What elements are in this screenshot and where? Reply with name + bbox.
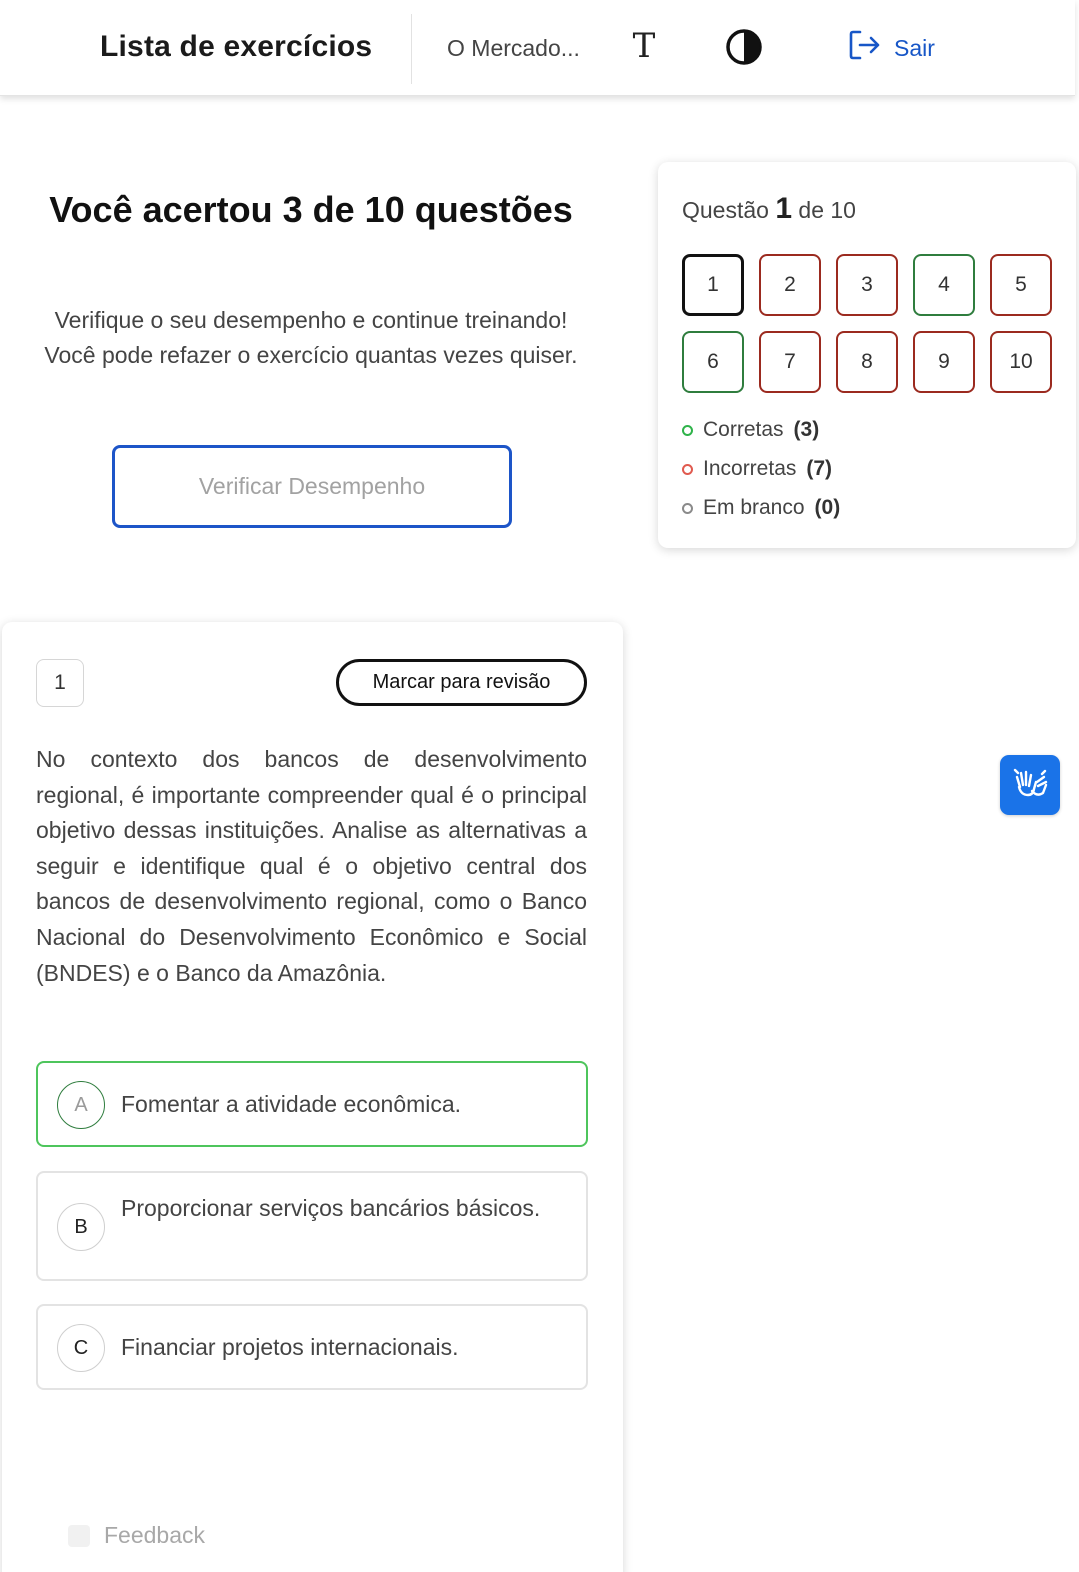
sign-language-icon[interactable] xyxy=(1000,755,1060,815)
incorrect-dot-icon xyxy=(682,464,693,475)
top-header xyxy=(0,0,1075,96)
option-c[interactable] xyxy=(36,1304,588,1390)
text-size-icon[interactable]: T xyxy=(632,26,656,66)
question-text: No contexto dos bancos de desenvolvimento regional, é importante compreender qual é o principal objetivo dessas instituições. Analise as alternativas a seguir e identifique qual é o objetivo central dos bancos de desenvolvimento regional, como o Banco Nacional do Desenvolvimento Econômico e Social (BNDES) e o Banco da Amazônia. xyxy=(36,746,587,986)
question-box-7[interactable]: 7 xyxy=(759,331,821,393)
question-box-2[interactable]: 2 xyxy=(759,254,821,316)
navigator-label-suffix: de 10 xyxy=(798,197,856,223)
verify-performance-button[interactable]: Verificar Desempenho xyxy=(112,445,512,528)
question-box-4[interactable]: 4 xyxy=(913,254,975,316)
legend-incorrect xyxy=(682,457,832,481)
question-box-5[interactable]: 5 xyxy=(990,254,1052,316)
question-box-1[interactable]: 1 xyxy=(682,254,744,316)
question-card xyxy=(2,622,623,1572)
question-box-9[interactable]: 9 xyxy=(913,331,975,393)
legend-blank-count: (0) xyxy=(814,496,841,519)
option-letter: C xyxy=(57,1324,105,1372)
mark-for-review-button[interactable]: Marcar para revisão xyxy=(336,659,587,706)
feedback-button[interactable] xyxy=(68,1522,205,1549)
feedback-icon xyxy=(68,1525,90,1547)
legend-correct xyxy=(682,418,819,442)
legend-blank xyxy=(682,496,840,520)
legend-correct-count: (3) xyxy=(793,418,820,441)
question-box-8[interactable]: 8 xyxy=(836,331,898,393)
legend-incorrect-count: (7) xyxy=(806,457,833,480)
result-subtitle: Verifique o seu desempenho e continue treinando! Você pode refazer o exercício quantas vezes quiser. xyxy=(44,307,578,368)
question-box-3[interactable]: 3 xyxy=(836,254,898,316)
question-number: 1 xyxy=(36,659,84,707)
question-box-6[interactable]: 6 xyxy=(682,331,744,393)
navigator-label-prefix: Questão xyxy=(682,197,769,223)
option-b[interactable] xyxy=(36,1171,588,1281)
header-divider xyxy=(411,14,412,84)
feedback-label: Feedback xyxy=(104,1522,206,1548)
legend-correct-label: Corretas xyxy=(703,418,784,441)
contrast-icon[interactable] xyxy=(724,27,764,67)
option-text: Fomentar a atividade econômica. xyxy=(121,1091,462,1117)
correct-dot-icon xyxy=(682,425,693,436)
legend-blank-label: Em branco xyxy=(703,496,805,519)
logout-button[interactable] xyxy=(848,30,935,66)
option-text: Financiar projetos internacionais. xyxy=(121,1334,459,1360)
result-title: Você acertou 3 de 10 questões xyxy=(49,189,573,230)
logout-label: Sair xyxy=(894,34,935,61)
blank-dot-icon xyxy=(682,503,693,514)
option-a[interactable] xyxy=(36,1061,588,1147)
option-letter: A xyxy=(57,1081,105,1129)
option-text: Proporcionar serviços bancários básicos. xyxy=(121,1195,541,1221)
navigator-heading xyxy=(682,192,856,226)
logout-icon xyxy=(848,29,882,67)
legend-incorrect-label: Incorretas xyxy=(703,457,797,480)
breadcrumb[interactable]: O Mercado... xyxy=(447,35,580,61)
option-letter: B xyxy=(57,1203,105,1251)
question-navigator xyxy=(658,162,1076,548)
page-title: Lista de exercícios xyxy=(100,30,373,63)
navigator-current: 1 xyxy=(775,192,793,225)
question-box-10[interactable]: 10 xyxy=(990,331,1052,393)
